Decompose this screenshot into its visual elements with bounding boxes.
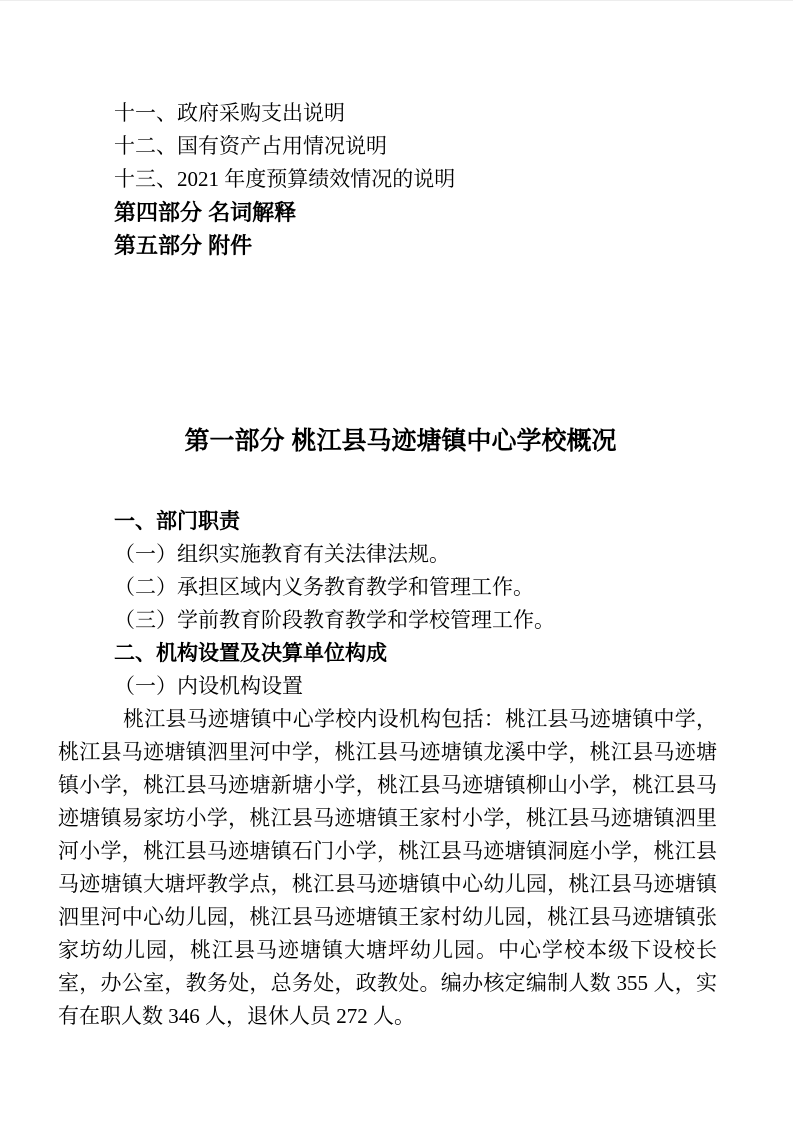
- part1-sections-block: [58, 505, 717, 703]
- vertical-spacer: [58, 262, 717, 425]
- part-heading-5: 第五部分 附件: [114, 233, 253, 258]
- section-heading-organization: 二、机构设置及决算单位构成: [114, 642, 387, 665]
- section-heading-duties: 一、部门职责: [114, 510, 240, 533]
- toc-item-13: 十三、2021 年度预算绩效情况的说明: [114, 167, 456, 191]
- organization-paragraph: 桃江县马迹塘镇中心学校内设机构包括：桃江县马迹塘镇中学，桃江县马迹塘镇泗里河中学，桃江县马迹塘镇龙溪中学，桃江县马迹塘镇小学，桃江县马迹塘新塘小学，桃江县马迹塘镇柳山小学，桃江县马迹塘镇易家坊小学，桃江县马迹塘镇王家村小学，桃江县马迹塘镇泗里河小学，桃江县马迹塘镇石门小学，桃江县马迹塘镇洞庭小学，桃江县马迹塘镇大塘坪教学点，桃江县马迹塘镇中心幼儿园，桃江县马迹塘镇泗里河中心幼儿园，桃江县马迹塘镇王家村幼儿园，桃江县马迹塘镇张家坊幼儿园，桃江县马迹塘镇大塘坪幼儿园。中心学校本级下设校长室，办公室，教务处，总务处，政教处。编办核定编制人数 355 人，实有在职人数 346 人，退休人员 272 人。: [58, 707, 717, 1028]
- duties-item-2: （二）承担区域内义务教育教学和管理工作。: [114, 575, 534, 599]
- duties-item-3: （三）学前教育阶段教育教学和学校管理工作。: [114, 608, 555, 632]
- org-sub-heading: （一）内设机构设置: [114, 674, 303, 698]
- part-heading-4: 第四部分 名词解释: [114, 200, 297, 225]
- toc-item-12: 十二、国有资产占用情况说明: [114, 134, 387, 158]
- duties-item-1: （一）组织实施教育有关法律法规。: [114, 542, 450, 566]
- toc-item-11: 十一、政府采购支出说明: [114, 101, 345, 125]
- part1-title: 第一部分 桃江县马迹塘镇中心学校概况: [184, 427, 617, 455]
- page-content: [0, 1, 793, 1033]
- vertical-spacer: [58, 458, 717, 505]
- toc-tail-block: [58, 97, 717, 262]
